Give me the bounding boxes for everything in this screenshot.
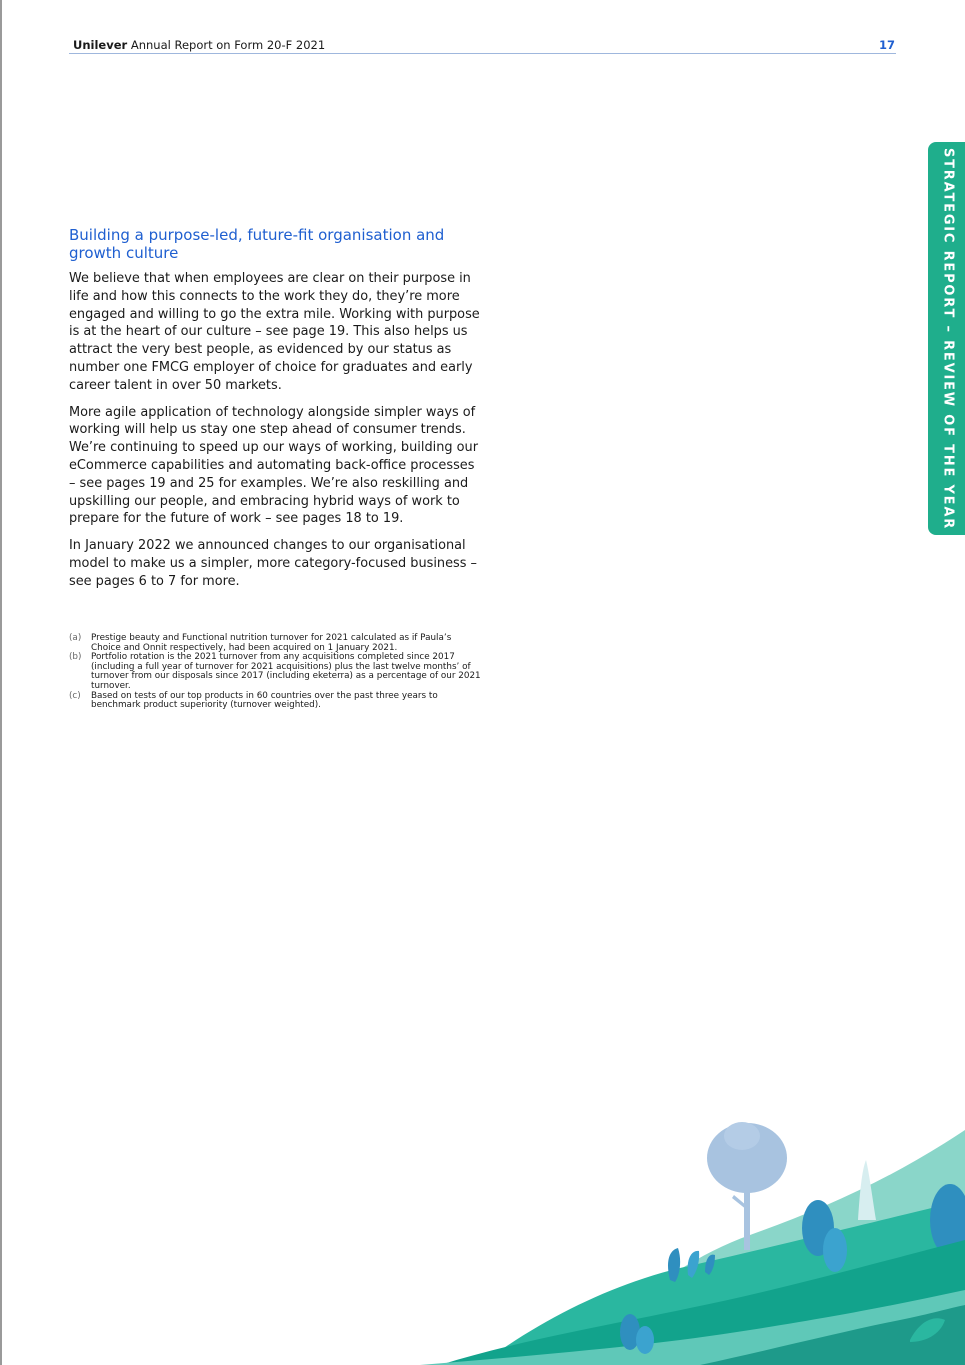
section-heading: Building a purpose-led, future-fit organisation and growth culture [69, 226, 445, 262]
body-paragraph: We believe that when employees are clear on their purpose in life and how this connects to the work they do, they’re more engaged and willing to go the extra mile. Working with purpose is at the heart of our culture – see page 19. This also helps us attract the very best people, as evidenced by our status as number one FMCG employer of choice for graduates and early career talent in over 50 markets. [69, 271, 480, 393]
page-number: 17 [878, 38, 895, 52]
footnote-mark: (c) [69, 690, 81, 701]
body-paragraph: In January 2022 we announced changes to our organisational model to make us a simpler, more category-focused business – see pages 6 to 7 for more. [69, 538, 478, 589]
footnote-text: Based on tests of our top products in 60 countries over the past three years to benchmark product superiority (turnover weighted). [91, 690, 438, 711]
left-page-edge [0, 0, 2, 1365]
page-header [69, 37, 896, 54]
content-section [69, 226, 481, 600]
footnote [69, 653, 481, 691]
footnote [69, 692, 481, 711]
footnote-text: Portfolio rotation is the 2021 turnover from any acquisitions completed since 2017 (including a full year of turnover for 2021 acquisitions) plus the last twelve months’ of turnover from our disposals since 2017 (including eketerra) as a percentage of our 2021 turnover. [91, 652, 481, 691]
body-paragraph: More agile application of technology alongside simpler ways of working will help us stay one step ahead of consumer trends. We’re continuing to speed up our ways of working, building our eCommerce capabilities and automating back-office processes – see pages 19 and 25 for examples. We’re also reskilling and upskilling our people, and embracing hybrid ways of work to prepare for the future of work – see pages 18 to 19. [69, 404, 479, 527]
shrub [823, 1228, 847, 1272]
footnote-mark: (a) [69, 633, 82, 643]
tree-canopy-top [724, 1122, 760, 1150]
brand-name: Unilever [73, 38, 128, 52]
report-title-text: Annual Report on Form 20-F 2021 [130, 38, 326, 52]
section-side-tab-label: STRATEGIC REPORT – REVIEW OF THE YEAR [940, 147, 956, 530]
footnote-text: Prestige beauty and Functional nutrition turnover for 2021 calculated as if Paula’s Choice and Onnit respectively, had been acquired on 1 January 2021. [91, 633, 452, 653]
report-title [73, 38, 325, 52]
footnotes [69, 634, 481, 711]
foreground-plant [636, 1326, 654, 1354]
section-side-tab [928, 142, 965, 535]
landscape-illustration [420, 1110, 965, 1365]
footnote-mark: (b) [69, 652, 82, 663]
footnote [69, 634, 481, 653]
